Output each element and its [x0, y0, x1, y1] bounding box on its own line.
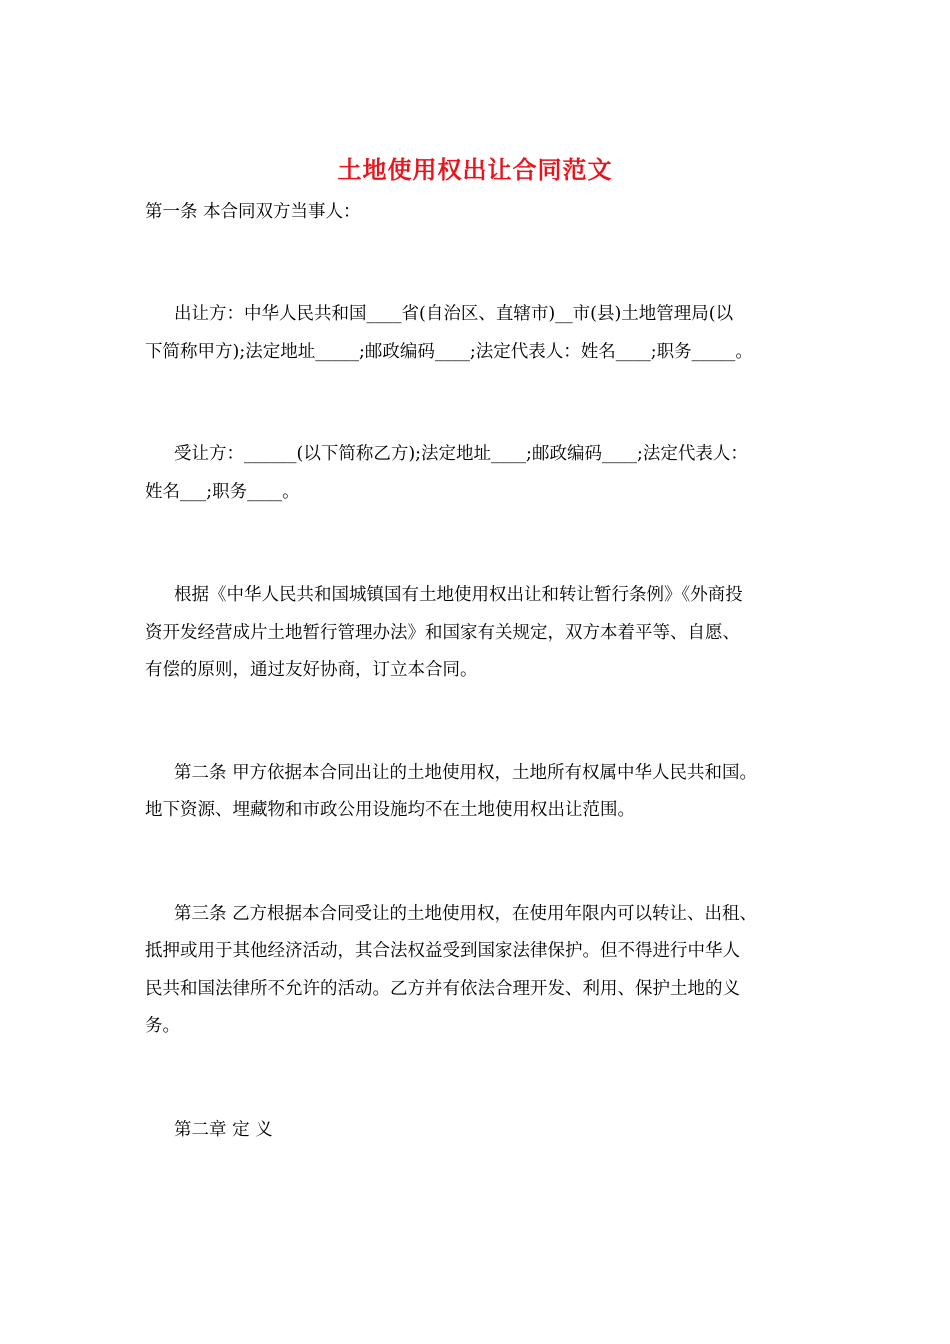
basis-line-3: 有偿的原则，通过友好协商，订立本合同。 [145, 660, 478, 680]
article3-line-3: 民共和国法律所不允许的活动。乙方并有依法合理开发、利用、保护土地的义 [145, 979, 740, 999]
grantee-line-2: 姓名___;职务____。 [145, 482, 300, 502]
article1-heading: 第一条 本合同双方当事人： [145, 202, 361, 222]
article3-line-4: 务。 [145, 1016, 180, 1036]
grantee-line-1: 受让方：______(以下简称乙方);法定地址____;邮政编码____;法定代表人： [174, 444, 748, 464]
document-title: 土地使用权出让合同范文 [337, 155, 613, 184]
chapter2-heading: 第二章 定 义 [174, 1120, 273, 1140]
article2-line-2: 地下资源、埋藏物和市政公用设施均不在土地使用权出让范围。 [145, 800, 635, 820]
article3-line-1: 第三条 乙方根据本合同受让的土地使用权，在使用年限内可以转让、出租、 [174, 904, 758, 924]
basis-line-2: 资开发经营成片土地暂行管理办法》和国家有关规定，双方本着平等、自愿、 [145, 623, 740, 643]
grantor-line-1: 出让方：中华人民共和国____省(自治区、直辖市)__市(县)土地管理局(以 [174, 304, 734, 324]
grantor-line-2: 下简称甲方);法定地址_____;邮政编码____;法定代表人：姓名____;职务_____。 [145, 342, 753, 362]
article2-line-1: 第二条 甲方依据本合同出让的土地使用权，土地所有权属中华人民共和国。 [174, 763, 758, 783]
article3-line-2: 抵押或用于其他经济活动，其合法权益受到国家法律保护。但不得进行中华人 [145, 941, 740, 961]
basis-line-1: 根据《中华人民共和国城镇国有土地使用权出让和转让暂行条例》《外商投 [174, 585, 743, 605]
